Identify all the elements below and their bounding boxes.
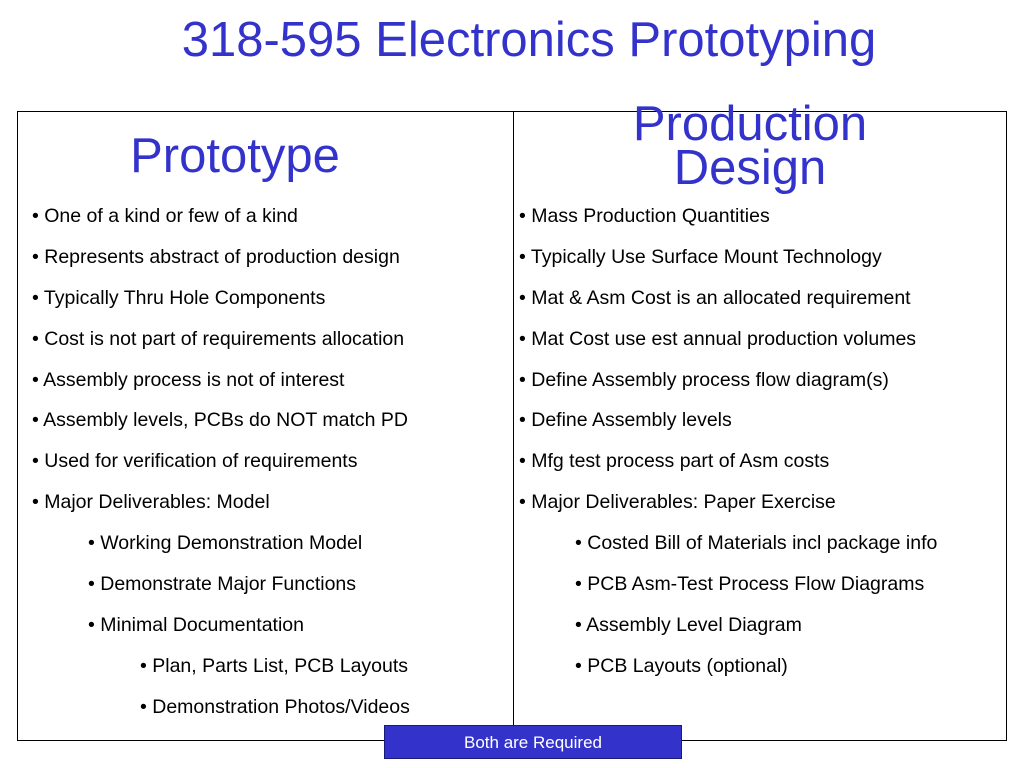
production-design-bullet-item: • Typically Use Surface Mount Technology bbox=[519, 245, 882, 268]
column-divider bbox=[513, 111, 514, 741]
slide-title: 318-595 Electronics Prototyping bbox=[181, 13, 877, 67]
prototype-bullet-item: • Cost is not part of requirements allocation bbox=[32, 327, 405, 350]
production-design-bullet-item: • Mfg test process part of Asm costs bbox=[519, 450, 830, 473]
production-design-bullet-item: • Define Assembly process flow diagram(s) bbox=[519, 368, 889, 391]
prototype-bullet-item: • One of a kind or few of a kind bbox=[32, 205, 298, 227]
production-design-bullet-item: • Mat & Asm Cost is an allocated requirement bbox=[519, 286, 911, 309]
prototype-column-heading: Prototype bbox=[130, 129, 340, 183]
prototype-bullet-item: • Typically Thru Hole Components bbox=[32, 286, 326, 309]
production-design-bullet-item: • PCB Layouts (optional) bbox=[575, 654, 788, 677]
production-design-bullet-item: • Major Deliverables: Paper Exercise bbox=[519, 491, 836, 514]
production-design-bullet-list bbox=[519, 205, 937, 696]
prototype-bullet-item: • Plan, Parts List, PCB Layouts bbox=[140, 654, 409, 677]
production-design-bullet-item: • PCB Asm-Test Process Flow Diagrams bbox=[575, 573, 925, 596]
production-design-bullet-item: • Define Assembly levels bbox=[519, 409, 732, 432]
prototype-bullet-item: • Major Deliverables: Model bbox=[32, 491, 270, 514]
prototype-bullet-item: • Used for verification of requirements bbox=[32, 450, 358, 473]
production-design-bullet-item: • Mass Production Quantities bbox=[519, 205, 770, 227]
both-required-badge: Both are Required bbox=[384, 725, 682, 759]
production-design-bullet-item: • Mat Cost use est annual production volumes bbox=[519, 327, 917, 350]
prototype-bullet-item: • Represents abstract of production design bbox=[32, 245, 400, 268]
prototype-bullet-item: • Assembly levels, PCBs do NOT match PD bbox=[32, 409, 409, 432]
production-design-column-heading bbox=[560, 97, 940, 196]
prototype-bullet-item: • Working Demonstration Model bbox=[88, 532, 363, 555]
production-design-heading-line1: Production bbox=[632, 97, 868, 151]
prototype-bullet-list bbox=[32, 205, 410, 737]
production-design-bullet-item: • Assembly Level Diagram bbox=[575, 613, 802, 636]
prototype-bullet-item: • Assembly process is not of interest bbox=[32, 368, 345, 391]
production-design-bullet-item: • Costed Bill of Materials incl package info bbox=[575, 532, 938, 555]
prototype-bullet-item: • Demonstration Photos/Videos bbox=[140, 695, 410, 718]
production-design-heading-line2: Design bbox=[673, 141, 827, 196]
prototype-bullet-item: • Demonstrate Major Functions bbox=[88, 573, 357, 596]
prototype-bullet-item: • Minimal Documentation bbox=[88, 613, 304, 636]
